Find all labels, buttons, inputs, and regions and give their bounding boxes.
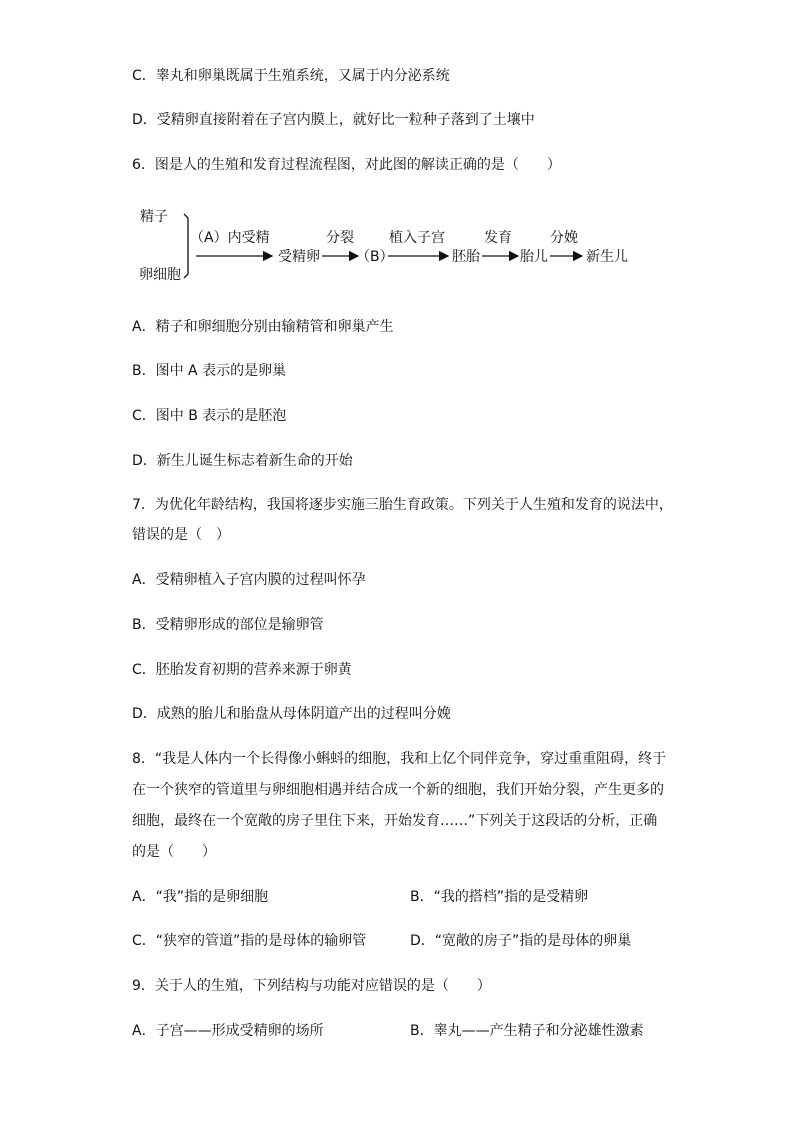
q8-option-c: C．“狭窄的管道”指的是母体的输卵管 [132,933,367,949]
q8-option-a: A．“我”指的是卵细胞 [132,889,269,905]
flow-bracket [184,214,188,278]
q8-option-b: B．“我的搭档”指的是受精卵 [410,889,589,905]
flow-diagram-lines [0,0,794,300]
q6-option-c: C．图中 B 表示的是胚泡 [132,408,287,424]
q6-option-b: B．图中 A 表示的是卵巢 [132,363,287,379]
q7-option-a: A．受精卵植入子宫内膜的过程叫怀孕 [132,572,366,588]
q5-option-d: D．受精卵直接附着在子宫内膜上，就好比一粒种子落到了土壤中 [132,112,535,128]
flow-label-implant: 植入子宫 [389,230,445,246]
q8-stem-line4: 的是（ ） [132,844,216,860]
flow-embryo: 胚胎 [452,249,480,265]
flow-label-division: 分裂 [326,230,354,246]
q8-option-d: D．“宽敞的房子”指的是母体的卵巢 [410,933,632,949]
q9-option-b: B．睾丸——产生精子和分泌雄性激素 [410,1023,644,1039]
flow-newborn: 新生儿 [586,249,628,265]
q7-option-c: C．胚胎发育初期的营养来源于卵黄 [132,662,352,678]
q6-stem: 6．图是人的生殖和发育过程流程图，对此图的解读正确的是（ ） [132,157,561,173]
flow-label-develop: 发育 [484,230,512,246]
q8-stem-line1: 8．“我是人体内一个长得像小蝌蚪的细胞，我和上亿个同伴竞争，穿过重重阻碍，终于 [132,751,667,767]
flow-label-birth: 分娩 [550,230,578,246]
q6-option-a: A．精子和卵细胞分别由输精管和卵巢产生 [132,319,394,335]
q9-stem: 9．关于人的生殖，下列结构与功能对应错误的是（ ） [132,978,491,994]
q7-option-d: D．成熟的胎儿和胎盘从母体阴道产出的过程叫分娩 [132,706,451,722]
q8-stem-line2: 在一个狭窄的管道里与卵细胞相遇并结合成一个新的细胞，我们开始分裂，产生更多的 [132,782,664,798]
q7-stem-line1: 7．为优化年龄结构，我国将逐步实施三胎生育政策。下列关于人生殖和发育的说法中， [132,497,673,513]
flow-label-fertilization: （A）内受精 [190,230,270,246]
q7-option-b: B．受精卵形成的部位是输卵管 [132,617,324,633]
q6-option-d: D．新生儿诞生标志着新生命的开始 [132,453,353,469]
flow-b: （B） [356,249,394,265]
q9-option-a: A．子宫——形成受精卵的场所 [132,1023,324,1039]
flow-zygote: 受精卵 [278,249,320,265]
flow-egg: 卵细胞 [139,267,181,283]
q8-stem-line3: 细胞，最终在一个宽敞的房子里住下来，开始发育……”下列关于这段话的分析，正确 [132,813,658,829]
flow-sperm: 精子 [140,209,168,225]
q5-option-c: C．睾丸和卵巢既属于生殖系统，又属于内分泌系统 [132,68,450,84]
q7-stem-line2: 错误的是（ ） [132,527,230,543]
flow-fetus: 胎儿 [520,249,548,265]
